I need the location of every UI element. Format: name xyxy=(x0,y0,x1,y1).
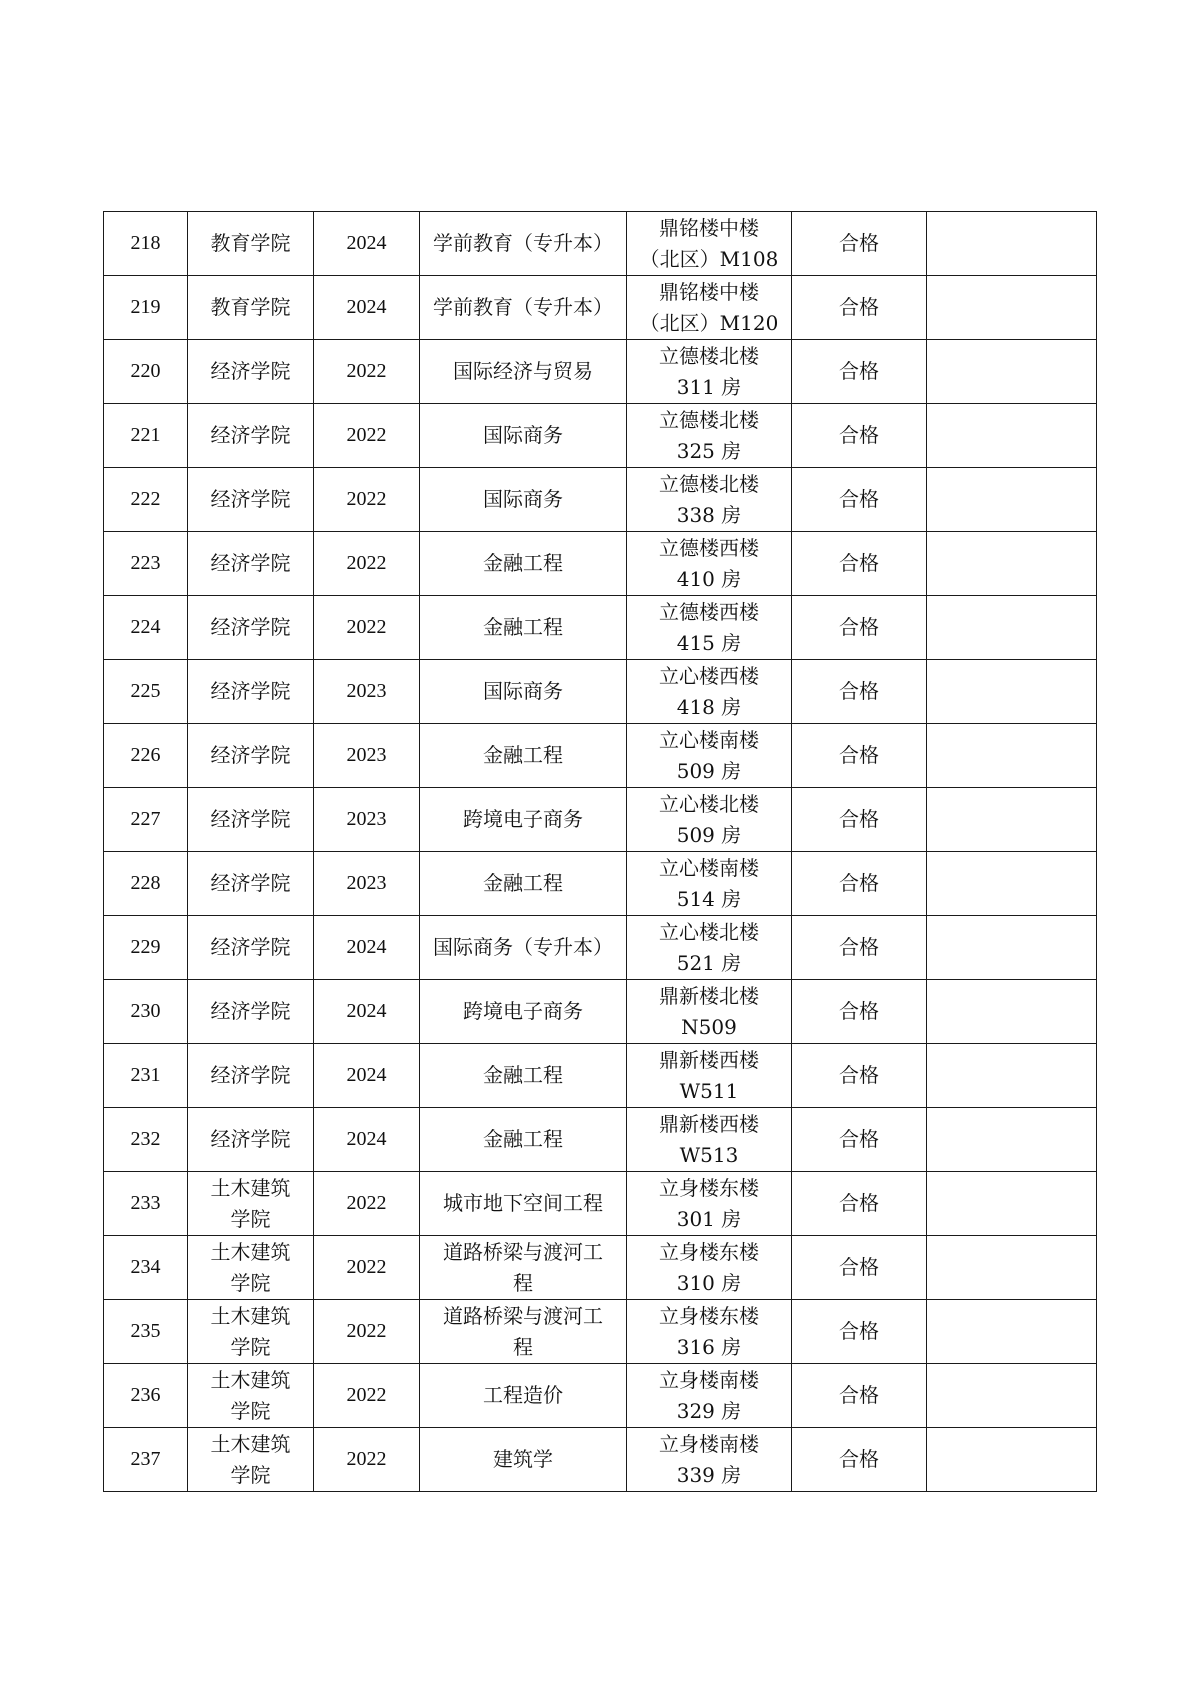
cell-major xyxy=(420,1236,627,1300)
cell-major xyxy=(420,916,627,980)
cell-result: 合格 xyxy=(792,1236,927,1300)
cell-note xyxy=(927,660,1097,724)
cell-room xyxy=(627,1236,792,1300)
table-body xyxy=(104,212,1097,1492)
cell-room-line: 立身楼东楼 xyxy=(659,1303,759,1328)
cell-room-line: （北区）M108 xyxy=(639,246,779,271)
cell-room-line: 338 房 xyxy=(676,502,742,527)
cell-major xyxy=(420,1172,627,1236)
cell-room xyxy=(627,212,792,276)
cell-major-line: 金融工程 xyxy=(483,743,563,767)
cell-college-line: 经济学院 xyxy=(210,551,291,575)
table-row xyxy=(104,468,1097,532)
cell-college-line: 教育学院 xyxy=(210,295,291,319)
cell-note xyxy=(927,468,1097,532)
cell-room-line: 立身楼东楼 xyxy=(659,1239,759,1264)
table-row xyxy=(104,212,1097,276)
cell-college xyxy=(188,1172,314,1236)
cell-result: 合格 xyxy=(792,1428,927,1492)
cell-serial-number: 230 xyxy=(104,980,188,1044)
cell-serial-number: 234 xyxy=(104,1236,188,1300)
cell-college-line: 学院 xyxy=(230,1398,271,1423)
cell-major xyxy=(420,852,627,916)
cell-major-line: 金融工程 xyxy=(483,551,563,575)
cell-note xyxy=(927,276,1097,340)
cell-major xyxy=(420,1300,627,1364)
cell-major-line: 工程造价 xyxy=(483,1383,563,1407)
cell-college xyxy=(188,340,314,404)
cell-result: 合格 xyxy=(792,660,927,724)
cell-result: 合格 xyxy=(792,916,927,980)
cell-note xyxy=(927,1300,1097,1364)
cell-college xyxy=(188,532,314,596)
cell-note xyxy=(927,1108,1097,1172)
cell-room xyxy=(627,404,792,468)
cell-room xyxy=(627,1428,792,1492)
table-row xyxy=(104,660,1097,724)
cell-room-line: 415 房 xyxy=(676,630,742,655)
cell-serial-number: 225 xyxy=(104,660,188,724)
cell-major-line: 金融工程 xyxy=(483,1127,563,1151)
cell-room-line: 鼎新楼西楼 xyxy=(659,1047,759,1072)
cell-college-line: 学院 xyxy=(230,1334,271,1359)
table-row xyxy=(104,1044,1097,1108)
cell-major xyxy=(420,596,627,660)
cell-college-line: 教育学院 xyxy=(210,231,291,255)
cell-major xyxy=(420,340,627,404)
table-row xyxy=(104,852,1097,916)
cell-room-line: 311 房 xyxy=(676,374,742,399)
cell-serial-number: 233 xyxy=(104,1172,188,1236)
cell-room-line: 立德楼北楼 xyxy=(659,343,759,368)
cell-note xyxy=(927,404,1097,468)
cell-result: 合格 xyxy=(792,788,927,852)
cell-note xyxy=(927,1044,1097,1108)
cell-major-line: 跨境电子商务 xyxy=(463,807,583,831)
cell-serial-number: 224 xyxy=(104,596,188,660)
cell-room-line: 立身楼南楼 xyxy=(659,1367,759,1392)
cell-serial-number: 232 xyxy=(104,1108,188,1172)
cell-college-line: 经济学院 xyxy=(210,1127,291,1151)
cell-year: 2023 xyxy=(314,724,420,788)
cell-major-line: 国际商务 xyxy=(483,423,563,447)
cell-serial-number: 236 xyxy=(104,1364,188,1428)
cell-room xyxy=(627,276,792,340)
cell-serial-number: 231 xyxy=(104,1044,188,1108)
cell-college-line: 土木建筑 xyxy=(210,1175,291,1200)
cell-major-line: 城市地下空间工程 xyxy=(443,1191,603,1215)
cell-serial-number: 223 xyxy=(104,532,188,596)
cell-room-line: 鼎铭楼中楼 xyxy=(659,215,759,240)
cell-major xyxy=(420,468,627,532)
cell-college-line: 经济学院 xyxy=(210,935,291,959)
cell-college-line: 土木建筑 xyxy=(210,1367,291,1392)
cell-room-line: 立德楼西楼 xyxy=(659,599,759,624)
cell-room xyxy=(627,1108,792,1172)
cell-room xyxy=(627,340,792,404)
cell-year: 2024 xyxy=(314,212,420,276)
cell-serial-number: 219 xyxy=(104,276,188,340)
cell-year: 2022 xyxy=(314,1236,420,1300)
cell-college-line: 经济学院 xyxy=(210,871,291,895)
cell-college xyxy=(188,212,314,276)
cell-room xyxy=(627,532,792,596)
cell-college-line: 经济学院 xyxy=(210,743,291,767)
cell-serial-number: 218 xyxy=(104,212,188,276)
cell-college xyxy=(188,852,314,916)
cell-major xyxy=(420,1428,627,1492)
cell-result: 合格 xyxy=(792,1108,927,1172)
cell-year: 2024 xyxy=(314,980,420,1044)
table-row xyxy=(104,1108,1097,1172)
cell-major xyxy=(420,724,627,788)
cell-result: 合格 xyxy=(792,596,927,660)
cell-room-line: 514 房 xyxy=(676,886,742,911)
cell-serial-number: 221 xyxy=(104,404,188,468)
cell-note xyxy=(927,1364,1097,1428)
cell-room-line: 立心楼北楼 xyxy=(659,919,759,944)
cell-room-line: 鼎新楼西楼 xyxy=(659,1111,759,1136)
table-row xyxy=(104,1428,1097,1492)
cell-note xyxy=(927,532,1097,596)
cell-serial-number: 228 xyxy=(104,852,188,916)
cell-room-line: 立心楼南楼 xyxy=(659,727,759,752)
cell-room-line: 418 房 xyxy=(676,694,742,719)
cell-serial-number: 226 xyxy=(104,724,188,788)
cell-result: 合格 xyxy=(792,276,927,340)
cell-major-line: 道路桥梁与渡河工 xyxy=(443,1239,603,1264)
table-row xyxy=(104,1364,1097,1428)
cell-college xyxy=(188,596,314,660)
cell-room-line: 509 房 xyxy=(676,758,742,783)
cell-note xyxy=(927,916,1097,980)
cell-room xyxy=(627,852,792,916)
cell-serial-number: 229 xyxy=(104,916,188,980)
cell-college xyxy=(188,788,314,852)
cell-major-line: 跨境电子商务 xyxy=(463,999,583,1023)
cell-room-line: 立德楼西楼 xyxy=(659,535,759,560)
table-row xyxy=(104,1236,1097,1300)
cell-room-line: 立身楼东楼 xyxy=(659,1175,759,1200)
cell-year: 2024 xyxy=(314,1044,420,1108)
cell-major-line: 金融工程 xyxy=(483,871,563,895)
cell-year: 2022 xyxy=(314,1300,420,1364)
table-row xyxy=(104,596,1097,660)
cell-major xyxy=(420,660,627,724)
cell-major-line: 国际商务 xyxy=(483,487,563,511)
cell-college xyxy=(188,980,314,1044)
cell-major xyxy=(420,1044,627,1108)
table-row xyxy=(104,980,1097,1044)
cell-result: 合格 xyxy=(792,404,927,468)
cell-college xyxy=(188,1236,314,1300)
cell-result: 合格 xyxy=(792,468,927,532)
cell-room xyxy=(627,916,792,980)
cell-year: 2022 xyxy=(314,596,420,660)
cell-college-line: 经济学院 xyxy=(210,359,291,383)
cell-year: 2022 xyxy=(314,404,420,468)
cell-year: 2022 xyxy=(314,468,420,532)
cell-room-line: 立心楼西楼 xyxy=(659,663,759,688)
cell-college-line: 学院 xyxy=(230,1462,271,1487)
cell-room xyxy=(627,788,792,852)
cell-serial-number: 222 xyxy=(104,468,188,532)
cell-serial-number: 220 xyxy=(104,340,188,404)
cell-note xyxy=(927,1236,1097,1300)
cell-note xyxy=(927,788,1097,852)
table-row xyxy=(104,916,1097,980)
cell-major xyxy=(420,532,627,596)
cell-room xyxy=(627,596,792,660)
cell-room-line: 316 房 xyxy=(676,1334,742,1359)
cell-result: 合格 xyxy=(792,724,927,788)
cell-year: 2022 xyxy=(314,1364,420,1428)
cell-note xyxy=(927,724,1097,788)
cell-major-line: 学前教育（专升本） xyxy=(433,231,613,255)
cell-note xyxy=(927,1428,1097,1492)
cell-room-line: 325 房 xyxy=(676,438,742,463)
cell-major-line: 学前教育（专升本） xyxy=(433,295,613,319)
cell-year: 2023 xyxy=(314,660,420,724)
cell-college xyxy=(188,1300,314,1364)
cell-college xyxy=(188,276,314,340)
cell-major xyxy=(420,980,627,1044)
cell-result: 合格 xyxy=(792,532,927,596)
cell-college xyxy=(188,1044,314,1108)
cell-room xyxy=(627,1300,792,1364)
cell-result: 合格 xyxy=(792,1172,927,1236)
cell-room-line: 立德楼北楼 xyxy=(659,471,759,496)
cell-major-line: 道路桥梁与渡河工 xyxy=(443,1303,603,1328)
table-row xyxy=(104,1300,1097,1364)
cell-room-line: 鼎铭楼中楼 xyxy=(659,279,759,304)
table-row xyxy=(104,340,1097,404)
cell-college-line: 经济学院 xyxy=(210,999,291,1023)
cell-room xyxy=(627,1364,792,1428)
cell-major-line: 程 xyxy=(513,1334,533,1359)
cell-college xyxy=(188,660,314,724)
cell-room-line: 509 房 xyxy=(676,822,742,847)
cell-major-line: 国际商务（专升本） xyxy=(433,935,613,959)
cell-college-line: 土木建筑 xyxy=(210,1431,291,1456)
table-row xyxy=(104,788,1097,852)
cell-college xyxy=(188,468,314,532)
cell-year: 2024 xyxy=(314,1108,420,1172)
cell-year: 2023 xyxy=(314,852,420,916)
cell-room-line: W513 xyxy=(679,1142,739,1167)
cell-room-line: （北区）M120 xyxy=(639,310,779,335)
cell-college-line: 土木建筑 xyxy=(210,1303,291,1328)
cell-college-line: 经济学院 xyxy=(210,615,291,639)
cell-room-line: 310 房 xyxy=(676,1270,742,1295)
cell-result: 合格 xyxy=(792,852,927,916)
cell-room xyxy=(627,1172,792,1236)
cell-college xyxy=(188,1108,314,1172)
cell-result: 合格 xyxy=(792,340,927,404)
cell-result: 合格 xyxy=(792,212,927,276)
cell-major-line: 国际经济与贸易 xyxy=(453,359,593,383)
cell-room-line: 立德楼北楼 xyxy=(659,407,759,432)
cell-result: 合格 xyxy=(792,1364,927,1428)
cell-college-line: 经济学院 xyxy=(210,1063,291,1087)
cell-year: 2022 xyxy=(314,1428,420,1492)
table-row xyxy=(104,532,1097,596)
cell-college-line: 经济学院 xyxy=(210,423,291,447)
cell-college xyxy=(188,1364,314,1428)
cell-major-line: 程 xyxy=(513,1270,533,1295)
cell-year: 2024 xyxy=(314,916,420,980)
cell-major xyxy=(420,276,627,340)
cell-serial-number: 235 xyxy=(104,1300,188,1364)
cell-serial-number: 237 xyxy=(104,1428,188,1492)
table-row xyxy=(104,724,1097,788)
cell-major xyxy=(420,404,627,468)
cell-major xyxy=(420,788,627,852)
cell-room-line: 301 房 xyxy=(676,1206,742,1231)
cell-room-line: 鼎新楼北楼 xyxy=(659,983,759,1008)
cell-note xyxy=(927,1172,1097,1236)
cell-college-line: 土木建筑 xyxy=(210,1239,291,1264)
cell-room-line: 339 房 xyxy=(676,1462,742,1487)
cell-major xyxy=(420,1108,627,1172)
cell-college-line: 经济学院 xyxy=(210,487,291,511)
cell-room xyxy=(627,980,792,1044)
cell-year: 2022 xyxy=(314,1172,420,1236)
cell-year: 2022 xyxy=(314,532,420,596)
cell-college-line: 学院 xyxy=(230,1206,271,1231)
cell-room-line: 410 房 xyxy=(676,566,742,591)
cell-room xyxy=(627,660,792,724)
table-row xyxy=(104,404,1097,468)
cell-note xyxy=(927,596,1097,660)
cell-college xyxy=(188,724,314,788)
cell-college-line: 经济学院 xyxy=(210,807,291,831)
cell-room-line: 329 房 xyxy=(676,1398,742,1423)
cell-college xyxy=(188,1428,314,1492)
cell-room-line: 立心楼南楼 xyxy=(659,855,759,880)
table-row xyxy=(104,276,1097,340)
cell-college-line: 经济学院 xyxy=(210,679,291,703)
cell-year: 2024 xyxy=(314,276,420,340)
cell-room-line: N509 xyxy=(681,1014,737,1039)
cell-major-line: 金融工程 xyxy=(483,1063,563,1087)
cell-result: 合格 xyxy=(792,980,927,1044)
cell-note xyxy=(927,980,1097,1044)
cell-year: 2023 xyxy=(314,788,420,852)
cell-room xyxy=(627,724,792,788)
cell-major-line: 建筑学 xyxy=(493,1447,553,1471)
cell-major xyxy=(420,1364,627,1428)
cell-room-line: W511 xyxy=(679,1078,739,1103)
cell-serial-number: 227 xyxy=(104,788,188,852)
cell-college-line: 学院 xyxy=(230,1270,271,1295)
cell-result: 合格 xyxy=(792,1044,927,1108)
cell-room-line: 立身楼南楼 xyxy=(659,1431,759,1456)
cell-room xyxy=(627,468,792,532)
cell-note xyxy=(927,852,1097,916)
cell-year: 2022 xyxy=(314,340,420,404)
cell-note xyxy=(927,212,1097,276)
inspection-results-table xyxy=(103,211,1097,1492)
cell-room-line: 立心楼北楼 xyxy=(659,791,759,816)
cell-college xyxy=(188,404,314,468)
cell-result: 合格 xyxy=(792,1300,927,1364)
cell-room xyxy=(627,1044,792,1108)
cell-college xyxy=(188,916,314,980)
cell-major-line: 金融工程 xyxy=(483,615,563,639)
cell-major xyxy=(420,212,627,276)
cell-note xyxy=(927,340,1097,404)
table-row xyxy=(104,1172,1097,1236)
cell-room-line: 521 房 xyxy=(676,950,742,975)
cell-major-line: 国际商务 xyxy=(483,679,563,703)
